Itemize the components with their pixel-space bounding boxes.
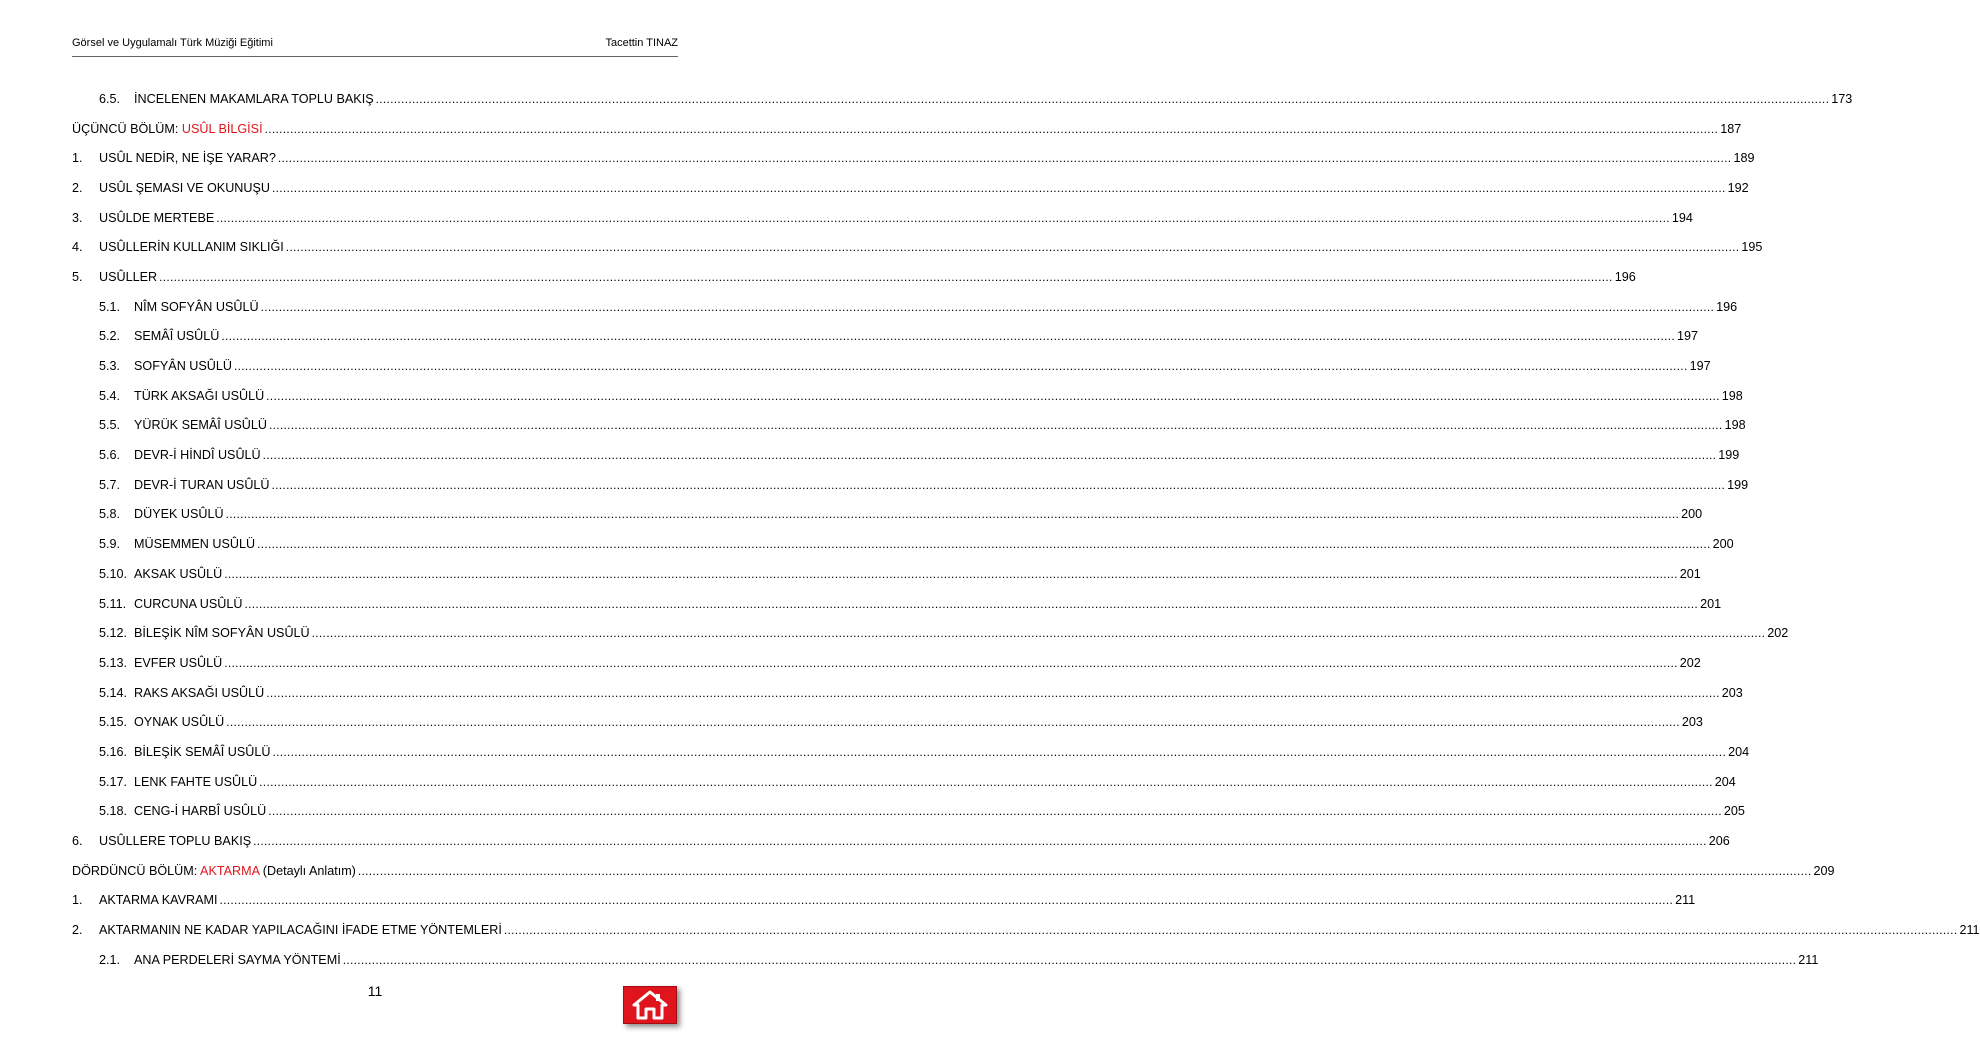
toc-dot-leader: ................................................................................................................................................................................................................................................................................................................................................................................................................	[159, 269, 1613, 284]
toc-entry-number: 5.7.	[99, 477, 121, 492]
toc-dot-leader: ................................................................................................................................................................................................................................................................................................................................................................................................................	[277, 151, 1732, 166]
toc-entry-title: EVFER USÛLÜ	[134, 655, 223, 670]
toc-entry-title: ANA PERDELERİ SAYMA YÖNTEMİ	[134, 952, 341, 967]
toc-dot-leader: ................................................................................................................................................................................................................................................................................................................................................................................................................	[253, 834, 1707, 849]
toc-entry-title: CURCUNA USÛLÜ	[134, 596, 243, 611]
toc-entry-page: 204	[1714, 774, 1736, 789]
toc-entry-page: 202	[1679, 655, 1701, 670]
toc-entry-number: 4.	[72, 240, 83, 255]
toc-entry[interactable]	[72, 767, 1736, 797]
toc-entry-title: DEVR-İ HİNDÎ USÛLÜ	[134, 448, 261, 463]
toc-entry[interactable]	[72, 203, 1693, 233]
toc-dot-leader: ................................................................................................................................................................................................................................................................................................................................................................................................................	[266, 685, 1720, 700]
toc-dot-leader: ................................................................................................................................................................................................................................................................................................................................................................................................................	[272, 744, 1727, 759]
toc-entry-page: 201	[1679, 566, 1701, 581]
toc-section-heading[interactable]	[72, 114, 1742, 144]
toc-dot-leader: ................................................................................................................................................................................................................................................................................................................................................................................................................	[271, 477, 1726, 492]
toc-entry-page: 192	[1727, 180, 1749, 195]
toc-dot-leader: ................................................................................................................................................................................................................................................................................................................................................................................................................	[257, 537, 1711, 552]
toc-entry[interactable]	[72, 232, 1763, 262]
toc-entry-page: 209	[1813, 863, 1835, 878]
toc-entry-page: 202	[1767, 626, 1789, 641]
toc-entry-title: LENK FAHTE USÛLÜ	[134, 774, 258, 789]
toc-entry-title: AKTARMA KAVRAMI	[99, 893, 218, 908]
toc-entry[interactable]	[72, 678, 1743, 708]
toc-entry-page: 211	[1675, 893, 1696, 908]
toc-dot-leader: ................................................................................................................................................................................................................................................................................................................................................................................................................	[285, 240, 1740, 255]
toc-entry-number: 5.16.	[99, 744, 128, 759]
toc-entry[interactable]	[72, 737, 1750, 767]
toc-entry-number: 5.12.	[99, 626, 128, 641]
toc-dot-leader: ................................................................................................................................................................................................................................................................................................................................................................................................................	[224, 655, 1678, 670]
toc-entry-number: 6.5.	[99, 91, 121, 106]
toc-entry-title: OYNAK USÛLÜ	[134, 715, 225, 730]
header-author: Tacettin TINAZ	[605, 37, 678, 49]
toc-dot-leader: ................................................................................................................................................................................................................................................................................................................................................................................................................	[260, 299, 1715, 314]
toc-entry[interactable]	[72, 945, 1819, 975]
toc-entry[interactable]	[72, 411, 1746, 441]
toc-dot-leader: ................................................................................................................................................................................................................................................................................................................................................................................................................	[342, 952, 1797, 967]
toc-entry-number: 5.13.	[99, 655, 128, 670]
toc-entry-page: 211	[1798, 952, 1819, 967]
toc-entry-number: 6.	[72, 834, 83, 849]
toc-section-heading[interactable]	[72, 856, 1835, 886]
toc-entry-number: 5.18.	[99, 804, 128, 819]
toc-entry-page: 187	[1720, 121, 1742, 136]
toc-entry-number: 5.15.	[99, 715, 128, 730]
toc-entry-page: 211	[1959, 923, 1980, 938]
toc-entry-title: SOFYÂN USÛLÜ	[134, 359, 232, 374]
toc-entry-title: AKSAK USÛLÜ	[134, 566, 223, 581]
toc-dot-leader: ................................................................................................................................................................................................................................................................................................................................................................................................................	[266, 388, 1720, 403]
header-divider	[72, 56, 678, 57]
toc-entry-page: 203	[1681, 715, 1703, 730]
home-icon	[632, 990, 668, 1020]
toc-entry-title: DÖRDÜNCÜ BÖLÜM: AKTARMA (Detaylı Anlatım)	[72, 863, 356, 878]
toc-entry[interactable]	[72, 470, 1749, 500]
toc-dot-leader: ................................................................................................................................................................................................................................................................................................................................................................................................................	[226, 715, 1680, 730]
toc-entry-number: 2.	[72, 180, 83, 195]
toc-entry-number: 5.17.	[99, 774, 128, 789]
table-of-contents	[72, 84, 1980, 975]
toc-entry-title: DEVR-İ TURAN USÛLÜ	[134, 477, 270, 492]
toc-dot-leader: ................................................................................................................................................................................................................................................................................................................................................................................................................	[216, 210, 1670, 225]
toc-entry-page: 205	[1723, 804, 1745, 819]
toc-entry-number: 2.1.	[99, 952, 121, 967]
toc-entry-page: 197	[1689, 359, 1711, 374]
toc-entry-number: 5.8.	[99, 507, 121, 522]
toc-entry-title: DÜYEK USÛLÜ	[134, 507, 224, 522]
toc-entry-number: 2.	[72, 923, 83, 938]
toc-entry-page: 198	[1721, 388, 1743, 403]
toc-entry-number: 5.6.	[99, 448, 121, 463]
toc-entry-title: İNCELENEN MAKAMLARA TOPLU BAKIŞ	[134, 91, 374, 106]
toc-dot-leader: ................................................................................................................................................................................................................................................................................................................................................................................................................	[503, 923, 1958, 938]
toc-dot-leader: ................................................................................................................................................................................................................................................................................................................................................................................................................	[221, 329, 1675, 344]
toc-dot-leader: ................................................................................................................................................................................................................................................................................................................................................................................................................	[262, 448, 1717, 463]
toc-entry-number: 5.4.	[99, 388, 121, 403]
page-number: 11	[367, 983, 383, 999]
toc-entry[interactable]	[72, 886, 1696, 916]
toc-dot-leader: ................................................................................................................................................................................................................................................................................................................................................................................................................	[225, 507, 1680, 522]
toc-entry[interactable]	[72, 915, 1980, 945]
toc-entry-title: SEMÂÎ USÛLÜ	[134, 329, 220, 344]
toc-entry-title: USÛLLERİN KULLANIM SIKLIĞI	[99, 240, 284, 255]
toc-entry-title: NÎM SOFYÂN USÛLÜ	[134, 299, 259, 314]
toc-entry-page: 196	[1716, 299, 1738, 314]
toc-entry-number: 5.5.	[99, 418, 121, 433]
toc-entry-number: 5.2.	[99, 329, 121, 344]
home-button[interactable]	[623, 986, 677, 1024]
toc-entry-number: 5.9.	[99, 537, 121, 552]
toc-entry[interactable]	[72, 292, 1738, 322]
toc-dot-leader: ................................................................................................................................................................................................................................................................................................................................................................................................................	[233, 359, 1688, 374]
toc-dot-leader: ................................................................................................................................................................................................................................................................................................................................................................................................................	[259, 774, 1713, 789]
toc-entry-page: 195	[1741, 240, 1763, 255]
toc-dot-leader: ................................................................................................................................................................................................................................................................................................................................................................................................................	[311, 626, 1766, 641]
toc-entry-page: 204	[1728, 744, 1750, 759]
toc-dot-leader: ................................................................................................................................................................................................................................................................................................................................................................................................................	[272, 180, 1726, 195]
toc-dot-leader: ................................................................................................................................................................................................................................................................................................................................................................................................................	[244, 596, 1699, 611]
toc-entry[interactable]	[72, 84, 1853, 114]
toc-entry[interactable]	[72, 648, 1701, 678]
toc-entry-page: 198	[1724, 418, 1746, 433]
toc-entry-title: ÜÇÜNCÜ BÖLÜM: USÛL BİLGİSİ	[72, 121, 263, 136]
toc-entry-number: 1.	[72, 151, 83, 166]
toc-entry[interactable]	[72, 322, 1698, 352]
toc-entry-number: 5.14.	[99, 685, 128, 700]
toc-entry-page: 196	[1614, 269, 1636, 284]
toc-entry-title: USÛL ŞEMASI VE OKUNUŞU	[99, 180, 270, 195]
toc-entry-page: 197	[1676, 329, 1698, 344]
toc-entry-title: USÛL NEDİR, NE İŞE YARAR?	[99, 151, 276, 166]
toc-entry-title: RAKS AKSAĞI USÛLÜ	[134, 685, 265, 700]
toc-entry[interactable]	[72, 529, 1734, 559]
toc-entry-page: 194	[1671, 210, 1693, 225]
toc-entry[interactable]	[72, 381, 1743, 411]
toc-entry-number: 3.	[72, 210, 83, 225]
toc-dot-leader: ................................................................................................................................................................................................................................................................................................................................................................................................................	[375, 91, 1830, 106]
toc-entry-number: 5.1.	[99, 299, 121, 314]
toc-entry-title: YÜRÜK SEMÂÎ USÛLÜ	[134, 418, 267, 433]
toc-entry-title: USÛLLERE TOPLU BAKIŞ	[99, 834, 252, 849]
toc-entry-title: AKTARMANIN NE KADAR YAPILACAĞINI İFADE ETME YÖNTEMLERİ	[99, 923, 502, 938]
toc-entry[interactable]	[72, 500, 1703, 530]
toc-dot-leader: ................................................................................................................................................................................................................................................................................................................................................................................................................	[268, 804, 1722, 819]
toc-entry-number: 5.3.	[99, 359, 121, 374]
toc-entry-page: 203	[1721, 685, 1743, 700]
toc-entry[interactable]	[72, 143, 1755, 173]
toc-entry[interactable]	[72, 173, 1749, 203]
header-book-title: Görsel ve Uygulamalı Türk Müziği Eğitimi	[72, 37, 273, 49]
toc-entry-page: 201	[1700, 596, 1722, 611]
toc-entry[interactable]	[72, 707, 1703, 737]
toc-dot-leader: ................................................................................................................................................................................................................................................................................................................................................................................................................	[268, 418, 1723, 433]
toc-entry[interactable]	[72, 618, 1789, 648]
toc-entry-page: 200	[1681, 507, 1703, 522]
toc-entry-title: BİLEŞİK SEMÂÎ USÛLÜ	[134, 744, 271, 759]
toc-section-highlight: AKTARMA	[200, 863, 260, 878]
toc-entry-title: BİLEŞİK NÎM SOFYÂN USÛLÜ	[134, 626, 310, 641]
toc-entry-title: USÛLLER	[99, 269, 158, 284]
toc-entry-number: 1.	[72, 893, 83, 908]
toc-entry-page: 173	[1831, 91, 1853, 106]
toc-section-highlight: USÛL BİLGİSİ	[181, 121, 263, 136]
toc-entry-number: 5.10.	[99, 566, 128, 581]
toc-dot-leader: ................................................................................................................................................................................................................................................................................................................................................................................................................	[357, 863, 1812, 878]
toc-entry[interactable]	[72, 826, 1730, 856]
toc-entry-page: 199	[1718, 448, 1740, 463]
toc-entry[interactable]	[72, 589, 1722, 619]
page-header	[72, 34, 678, 52]
toc-entry-title: MÜSEMMEN USÛLÜ	[134, 537, 256, 552]
toc-entry-page: 206	[1708, 834, 1730, 849]
toc-dot-leader: ................................................................................................................................................................................................................................................................................................................................................................................................................	[264, 121, 1719, 136]
toc-entry-page: 199	[1727, 477, 1749, 492]
toc-entry-title: USÛLDE MERTEBE	[99, 210, 215, 225]
toc-entry-number: 5.11.	[99, 596, 127, 611]
toc-dot-leader: ................................................................................................................................................................................................................................................................................................................................................................................................................	[224, 566, 1678, 581]
toc-entry[interactable]	[72, 797, 1745, 827]
toc-entry-page: 200	[1712, 537, 1734, 552]
toc-entry[interactable]	[72, 351, 1711, 381]
toc-dot-leader: ................................................................................................................................................................................................................................................................................................................................................................................................................	[219, 893, 1674, 908]
toc-entry[interactable]	[72, 559, 1701, 589]
toc-entry[interactable]	[72, 262, 1636, 292]
toc-entry-title: TÜRK AKSAĞI USÛLÜ	[134, 388, 265, 403]
toc-entry-title: CENG-İ HARBÎ USÛLÜ	[134, 804, 267, 819]
toc-entry-page: 189	[1733, 151, 1755, 166]
toc-entry-number: 5.	[72, 269, 83, 284]
toc-entry[interactable]	[72, 440, 1740, 470]
